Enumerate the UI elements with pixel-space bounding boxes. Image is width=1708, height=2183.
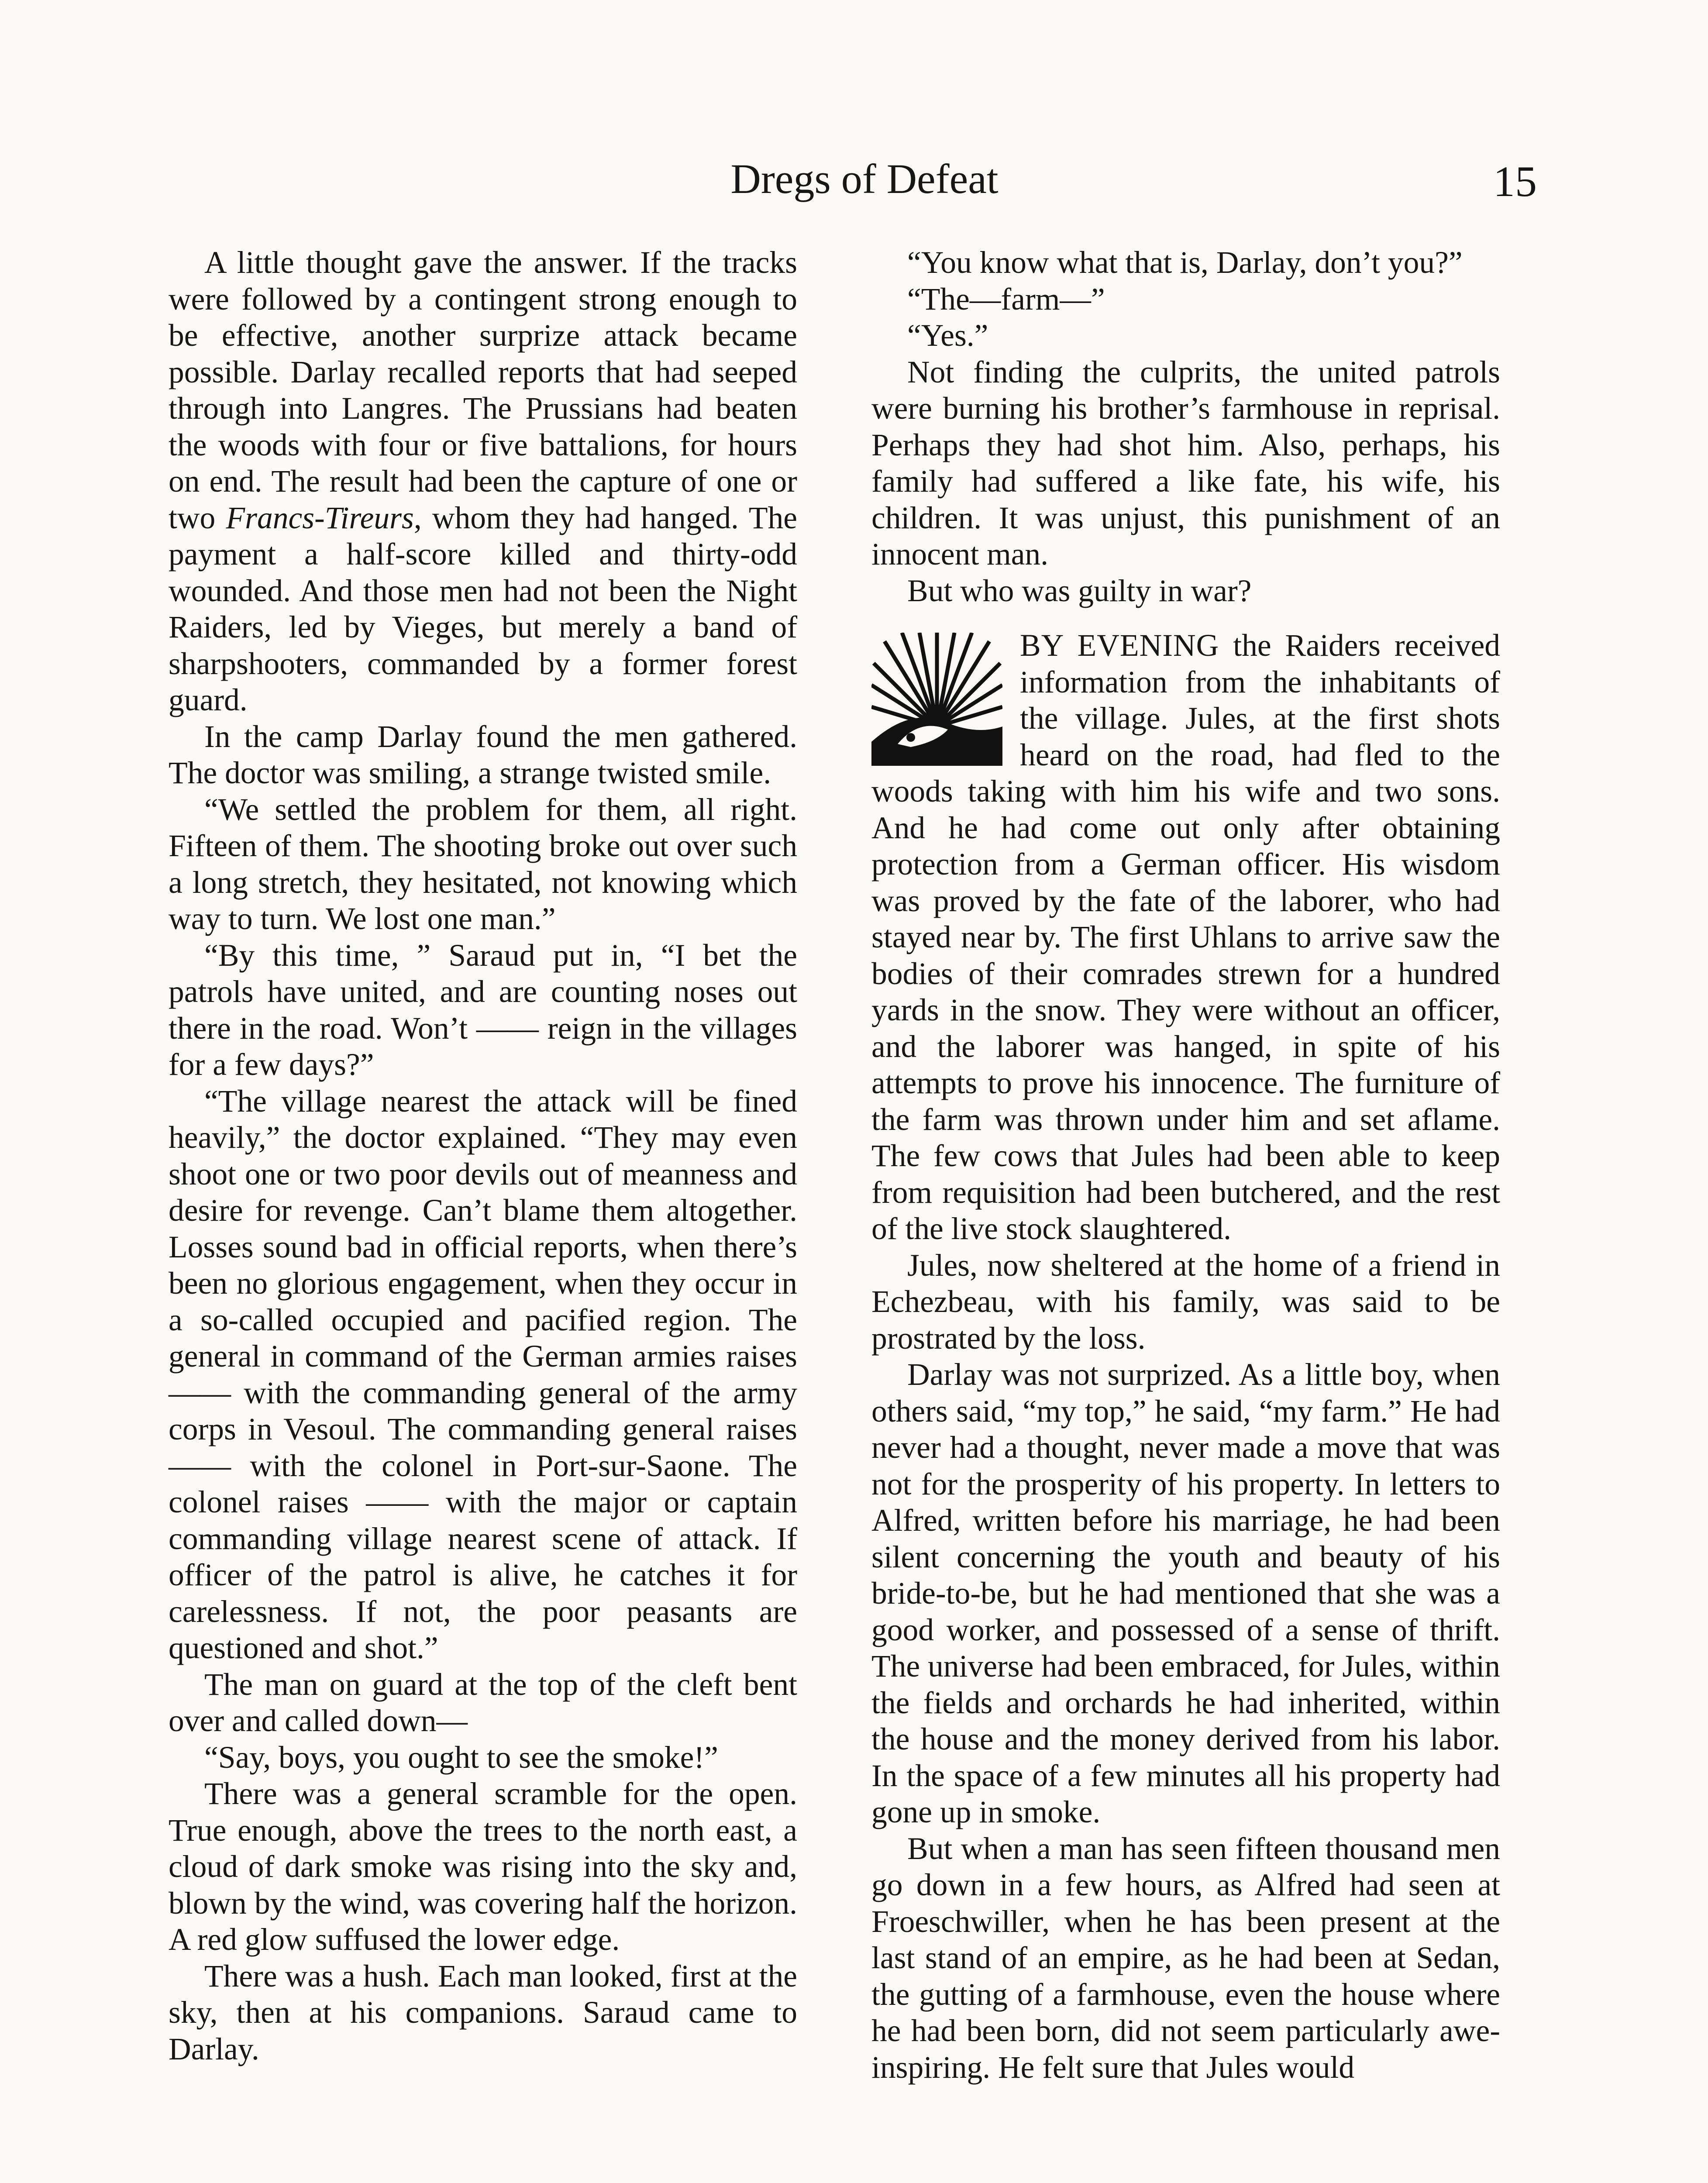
paragraph: There was a general scramble for the open. True enough, above the trees to the north east, a cloud of dark smoke was rising into the sky and, blown by the wind, was covering half the horizon. A red glow suffused the lower edge. (169, 1777, 797, 1957)
page-header (192, 148, 1537, 218)
paragraph: But when a man has seen fifteen thousand men go down in a few hours, as Alfred had seen at Froeschwiller, when he has been present at the last stand of an empire, as he had been at Sedan, the gutting of a farmhouse, even the house where he had been born, did not seem particularly awe-inspiring. He felt sure that Jules would (871, 1831, 1500, 2085)
paragraph: “Say, boys, you ought to see the smoke!” (204, 1740, 718, 1775)
paragraph-text-b: , whom they had hanged. The payment a half-score killed and thirty-odd wounded. And those men had not been the Night Raiders, led by Vieges, but merely a band of sharpshooters, commanded by a former forest guard. (169, 500, 797, 717)
paragraph (169, 244, 797, 719)
paragraph: “Yes.” (907, 318, 988, 353)
paragraph: The man on guard at the top of the cleft bent over and called down— (169, 1667, 797, 1738)
section-first-paragraph-text: the Raiders received information from the inhabitants of the village. Jules, at the first shots heard on the road, had fled to the woods taking with him his wife and two sons. And he had come out only after obtaining protection from a German officer. His wisdom was proved by the fate of the laborer, who had stayed near by. The first Uhlans to arrive saw the bodies of their comrades strewn for a hundred yards in the snow. They were without an officer, and the laborer was hanged, in spite of his attempts to prove his innocence. The furniture of the farm was thrown under him and set aflame. The few cows that Jules had been able to keep from requisition had been butchered, and the rest of the live stock slaughtered. (871, 628, 1500, 1246)
paragraph: “You know what that is, Darlay, don’t you?” (907, 245, 1463, 280)
paragraph: Jules, now sheltered at the home of a friend in Echezbeau, with his family, was said to be prostrated by the loss. (871, 1248, 1500, 1356)
paragraph: “We settled the problem for them, all right. Fifteen of them. The shooting broke out over such a long stretch, they hesitated, not knowing which way to turn. We lost one man.” (169, 792, 797, 936)
running-title: Dregs of Defeat (730, 155, 999, 202)
paragraph: Darlay was not surprized. As a little boy, when others said, “my top,” he said, “my farm.” He had never had a thought, never made a move that was not for the prosperity of his property. In letters to Alfred, written before his marriage, he had been silent concerning the youth and beauty of his bride-to-be, but he had mentioned that she was a good worker, and possessed of a sense of thrift. The universe had been embraced, for Jules, within the fields and orchards he had inherited, within the house and the money derived from his labor. In the space of a few minutes all his property had gone up in smoke. (871, 1357, 1500, 1829)
paragraph: Not finding the culprits, the united patrols were burning his brother’s farmhouse in reprisal. Perhaps they had shot him. Also, perhaps, his family had suffered a like fate, his wife, his children. It was unjust, this punishment of an innocent man. (871, 355, 1500, 572)
page-number: 15 (1493, 157, 1537, 206)
paragraph-text-a: A little thought gave the answer. If the tracks were followed by a contingent strong enough to be effective, another surprize attack became possible. Darlay recalled reports that had seeped through into Langres. The Prussians had beaten the woods with four or five battalions, for hours on end. The result had been the capture of one or two (169, 245, 797, 535)
paragraph: “The—farm—” (907, 282, 1105, 317)
paragraph: There was a hush. Each man looked, first at the sky, then at his companions. Saraud came to Darlay. (169, 1959, 797, 2066)
paragraph: But who was guilty in war? (907, 573, 1252, 608)
section-lead-in: BY EVENING (1020, 628, 1219, 663)
paragraph: In the camp Darlay found the men gathered. The doctor was smiling, a strange twisted smile. (169, 719, 797, 790)
section-opening-paragraph (871, 627, 1500, 1247)
paragraph: “The village nearest the attack will be fined heavily,” the doctor explained. “They may even shoot one or two poor devils out of meanness and desire for revenge. Can’t blame them altogether. Losses sound bad in official reports, when there’s been no glorious engagement, when they occur in a so-called occupied and pacified region. The general in command of the German armies raises —— with the commanding general of the army corps in Vesoul. The commanding general raises —— with the colonel in Port-sur-Saone. The colonel raises —— with the major or captain commanding village nearest scene of attack. If officer of the patrol is alive, he catches it for carelessness. If not, the poor peasants are questioned and shot.” (169, 1084, 797, 1665)
sunburst-ornament-icon (871, 633, 1002, 766)
paragraph: “By this time, ” Saraud put in, “I bet the patrols have united, and are counting noses out there in the road. Won’t —— reign in the villages for a few days?” (169, 938, 797, 1082)
italic-term: Francs-Tireurs (226, 500, 414, 535)
right-column (871, 244, 1500, 2086)
left-column (169, 244, 797, 2067)
